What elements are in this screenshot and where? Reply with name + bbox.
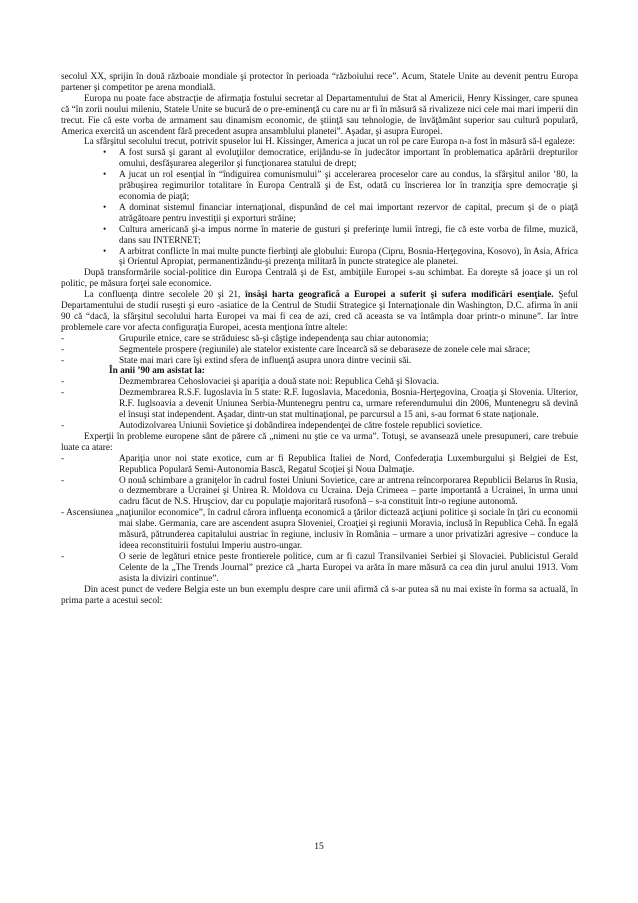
bullet-marker: • — [103, 202, 107, 213]
subheading: În anii ’90 am asistat la: — [109, 366, 205, 377]
paragraph-4: După transformările social-politice din Europa Centrală şi de Est, ambiţiile Europei s-au schimbat. Ea doreşte să joace şi un rol politic, pe măsura forţei sale economice. — [61, 268, 578, 290]
paragraph-5-bold: însăşi harta geografică a Europei a suferit şi sufera modificări esenţiale. — [245, 290, 554, 301]
list-item-text: A jucat un rol esenţial în “îndiguirea comunismului” şi accelerarea proceselor care au condus, la sfârşitul anilor ’80, la prăbuşirea regimurilor totalitare în Europa Centrală şi de Est, odată cu înscrierea lor în tranziţia spre democraţie şi economia de piaţă; — [119, 170, 578, 202]
list-item-text: A arbitrat conflicte în mai multe puncte fierbinţi ale globului: Europa (Cipru, Bosnia-Herţegovina, Kosovo), în Asia, Africa şi Orientul Apropiat, permanentizându-şi prezenţa militară în puncte strategice ale planetei. — [119, 246, 578, 268]
list-item — [61, 377, 578, 388]
paragraph-5-rest: Şeful Departamentului de studii ruseşti şi euro -asiatice de la Centrul de Studii Strategice şi Internaţionale din Washington, D.C. afirma în anii 90 că “dacă, la sfârşitul secolului harta Europei va mai fi cea de azi, cred că aceasta se va întâmpla doar printr-o minune”. Iar între problemele care vor afecta configuraţia Europei, acesta menţiona între altele: — [61, 290, 578, 333]
list-item-text: O nouă schimbare a graniţelor în cadrul fostei Uniuni Sovietice, care ar antrena reîncorporarea Republicii Belarus în Rusia, o dezmembrare a Ucrainei şi Unirea R. Moldova cu Ucraina. Deja Crimeea – parte importantă a Ucrainei, în urma unui cadru făcut de N.S. Hruşciov, dar cu populaţie majoritară rusofonă – s-a constituit într-o regiune autonomă. — [119, 475, 578, 508]
list-item — [61, 454, 578, 476]
list-item — [61, 247, 578, 269]
list-item — [61, 508, 578, 552]
list-item-text: Ascensiunea „naţiunilor economice”, în cadrul cărora influenţa economică a ţărilor dictează acţiuni politice şi sociale în ţări cu economii mai slabe. Germania, care are ascendent asupra Sloveniei, Croaţiei şi regiunii Moravia, inclusă în Republica Cehă. În egală măsură, pătrunderea capitalului austriac în regiune, inclusiv în România – urmare a unor privatizări agresive – conduce la ideea reconstituirii fostului Imperiu austro-ungar. — [66, 508, 578, 551]
list-item-text: Autodizolvarea Uniunii Sovietice şi dobândirea independenţei de către fostele republici sovietice. — [119, 421, 483, 431]
dash-marker: - — [61, 453, 65, 464]
list-item-text: A dominat sistemul financiar internaţional, dispunând de cel mai important rezervor de capital, precum şi de o piaţă atrăgătoare pentru investiţii şi exporturi străine; — [119, 202, 578, 224]
dash-marker: - — [61, 551, 65, 562]
list-item — [61, 356, 578, 367]
dash-marker: - — [61, 388, 65, 399]
list-item — [61, 225, 578, 247]
dash-marker: - — [61, 344, 65, 355]
events-list — [61, 377, 578, 432]
roles-list — [61, 148, 578, 268]
list-item — [61, 203, 578, 225]
dash-marker: - — [61, 333, 65, 344]
list-item-text: O serie de legături etnice peste frontierele politice, cum ar fi cazul Transilvaniei Serbiei şi Slovaciei. Publicistul Gerald Celente de la „The Trends Journal” prezice că „harta Europei va arăta în mare măsură ca cea din jurul anului 1913. Vom asista la diviziri continue”. — [119, 551, 578, 584]
list-item — [61, 334, 578, 345]
list-item-text: Grupurile etnice, care se străduiesc să-şi câştige independenţa sau chiar autonomia; — [119, 333, 429, 344]
list-item-text: A fost sursă şi garant al evoluţiilor democratice, erijându-se în judecător important în problematica apărării drepturilor omului, desfăşurarea alegerilor şi funcţionarea statului de drept; — [119, 148, 578, 170]
list-item — [61, 476, 578, 509]
list-item — [61, 552, 578, 585]
paragraph-6: Experţii în probleme europene sânt de părere că „nimeni nu ştie ce va urma”. Totuşi, se avansează unele presupuneri, care trebuie luate ca atare: — [61, 431, 578, 453]
bullet-marker: • — [103, 246, 107, 257]
paragraph-1: secolul XX, sprijin în două războaie mondiale şi protector în perioada “războiului rece”. Acum, Statele Unite au devenit pentru Europa partener şi competitor pe arena mondială. — [61, 72, 578, 93]
scenarios-list — [61, 454, 578, 585]
paragraph-5-intro: La confluenţa dintre secolele 20 şi 21, — [84, 290, 246, 301]
list-item-text: Dezmembrarea Cehoslovaciei şi apariţia a două state noi: Republica Cehă şi Slovacia. — [119, 377, 440, 388]
page-number: 15 — [314, 842, 324, 852]
list-item — [61, 345, 578, 356]
list-item — [61, 388, 578, 421]
bullet-marker: • — [103, 148, 107, 159]
dash-marker: - — [61, 508, 65, 519]
paragraph-2: Europa nu poate face abstracţie de afirmaţia fostului secretar al Departamentului de Stat al Americii, Henry Kissinger, care spunea că “în zorii noului mileniu, Statele Unite se bucură de o pre-eminenţă cu care nu ar fi în măsură să rivalizeze nici cele mai mari imperii din trecut. Fie că este vorba de armament sau dinamism economic, de ştiinţă sau tehnologie, de învăţământ superior sau cultură populară, America exercită un ascendent fără precedent asupra ansamblului planetei”. Aşadar, şi asupra Europei. — [61, 93, 578, 137]
dash-marker: - — [61, 377, 65, 388]
list-item — [61, 170, 578, 203]
paragraph-7: Din acest punct de vedere Belgia este un bun exemplu despre care unii afirmă că s-ar putea să nu mai existe în forma sa actuală, în prima parte a acestui secol: — [61, 584, 578, 606]
paragraph-3: La sfârşitul secolului trecut, potrivit spuselor lui H. Kissinger, America a jucat un rol pe care Europa n-a fost în măsură să-l egaleze: — [84, 137, 575, 148]
dash-marker: - — [61, 475, 65, 486]
list-item-text: Apariţia unor noi state exotice, cum ar fi Republica Italiei de Nord, Confederaţia Luxemburgului şi Belgiei de Est, Republica Populară Semi-Autonomia Bască, Regatul Scoţiei şi Noua Dalmaţie. — [119, 453, 578, 475]
list-item-text: State mai mari care îşi extind sfera de influenţă asupra unora dintre vecinii săi. — [119, 355, 412, 366]
list-item-text: Segmentele prospere (regiunile) ale statelor existente care încearcă să se debaraseze de zonele cele mai sărace; — [119, 344, 531, 355]
list-item-text: Dezmembrarea R.S.F. Iugoslavia în 5 state: R.F. Iugoslavia, Macedonia, Bosnia-Herţegovina, Croaţia şi Slovenia. Ulterior, R.F. Iuglsoavia a devenit Uniunea Serbia-Muntenegru pentru ca, urmare referendumului din 2006, Muntenegru să devină el însuşi stat independent. Aşadar, dintr-un stat multinaţional, pe parcursul a 15 ani, s-au format 6 state naţionale. — [119, 388, 578, 421]
list-item-text: Cultura americană şi-a impus norme în materie de gusturi şi preferinţe lumii întregi, fie că este vorba de filme, muzică, dans sau INTERNET; — [119, 224, 578, 246]
dash-marker: - — [61, 355, 65, 366]
bullet-marker: • — [103, 224, 107, 235]
list-item — [61, 421, 578, 432]
document-page — [61, 72, 578, 606]
bullet-marker: • — [103, 170, 107, 181]
list-item — [61, 148, 578, 170]
paragraph-5 — [61, 290, 578, 334]
dash-marker: - — [61, 421, 65, 431]
problems-list — [61, 334, 578, 367]
